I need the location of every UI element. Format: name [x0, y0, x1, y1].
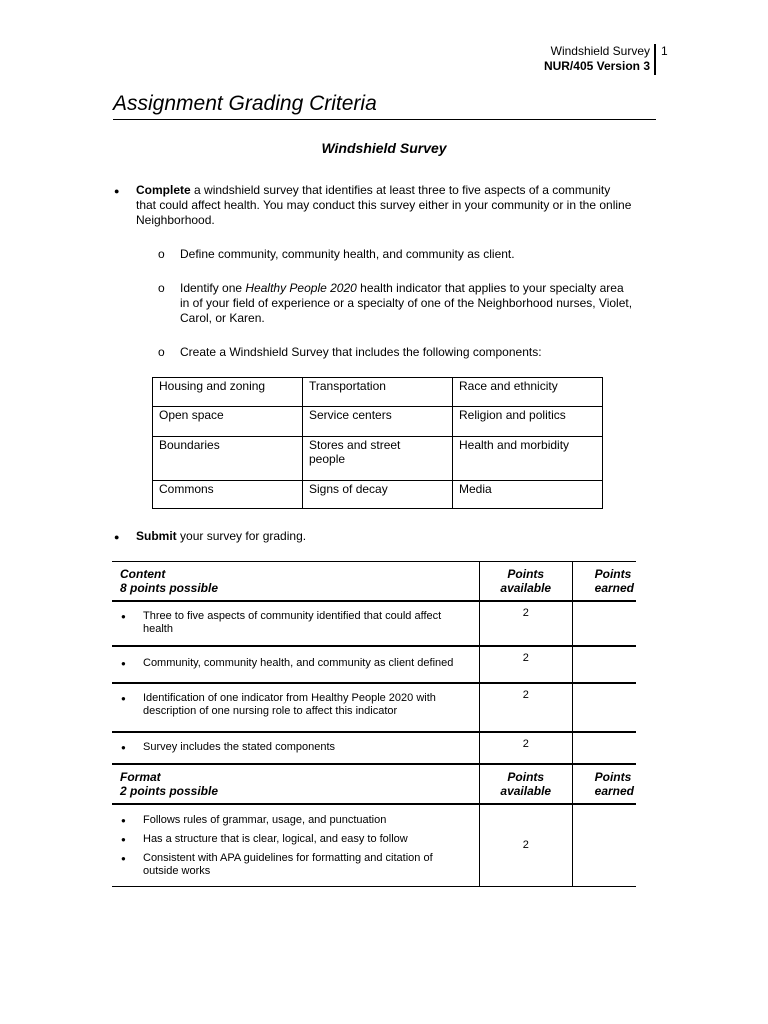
criterion-text: Identification of one indicator from Healthy People 2020 with description of one nursing role to affect this indicator	[143, 692, 436, 717]
points-available-value: 2	[479, 601, 572, 646]
bullet-icon: ●	[121, 743, 126, 752]
running-header	[544, 44, 650, 74]
bullet-icon: ●	[114, 532, 120, 542]
points-earned-label-1: Points	[594, 567, 632, 581]
points-earned-value[interactable]	[572, 601, 636, 646]
points-available-value: 2	[479, 683, 572, 732]
page-number: 1	[661, 44, 668, 58]
components-row	[153, 407, 603, 437]
points-available-value: 2	[479, 646, 572, 683]
identify-line-3: Carol, or Karen.	[180, 311, 265, 325]
content-points-possible: 8 points possible	[120, 581, 219, 595]
component-cell: Commons	[153, 481, 303, 509]
intro-line-2: that could affect health. You may conduct this survey either in your community or in the online	[136, 198, 632, 212]
points-available-label-1: Points	[507, 567, 545, 581]
criterion-text: Survey includes the stated components	[143, 741, 336, 753]
rubric-row	[112, 683, 636, 732]
identify-text-italic: Healthy People 2020	[245, 281, 357, 295]
sub-bullet-icon: o	[158, 281, 165, 295]
rubric-criterion-group	[112, 804, 479, 887]
component-cell: Religion and politics	[453, 407, 603, 437]
points-earned-header	[572, 764, 636, 804]
points-available-value: 2	[479, 804, 572, 887]
rubric-criterion	[112, 732, 479, 764]
criterion-text: Has a structure that is clear, logical, and easy to follow	[143, 833, 408, 845]
points-earned-value[interactable]	[572, 646, 636, 683]
identify-text-post: health indicator that applies to your specialty area	[356, 281, 624, 295]
points-earned-label-2: earned	[594, 784, 634, 798]
bullet-icon: ●	[121, 659, 126, 668]
points-available-header	[479, 562, 572, 602]
component-cell: Open space	[153, 407, 303, 437]
rubric-criterion	[112, 601, 479, 646]
points-earned-label-2: earned	[594, 581, 634, 595]
component-cell: Stores and street people	[303, 437, 453, 481]
bullet-icon: ●	[121, 854, 126, 863]
bullet-icon: ●	[121, 816, 126, 825]
title-underline	[113, 119, 656, 120]
component-cell: Media	[453, 481, 603, 509]
points-earned-value[interactable]	[572, 683, 636, 732]
format-points-possible: 2 points possible	[120, 784, 219, 798]
bullet-icon: ●	[121, 694, 126, 703]
component-cell: Health and morbidity	[453, 437, 603, 481]
header-course: NUR/405 Version 3	[543, 59, 650, 73]
points-available-header	[479, 764, 572, 804]
sub-item-identify	[180, 281, 632, 326]
criterion-text: Three to five aspects of community identified that could affect health	[143, 610, 442, 635]
rubric-row	[112, 804, 636, 887]
grading-rubric-table	[112, 561, 636, 887]
rubric-criterion	[112, 646, 479, 683]
points-earned-value[interactable]	[572, 732, 636, 764]
content-title: Content	[120, 567, 166, 581]
component-cell: Signs of decay	[303, 481, 453, 509]
points-available-label-2: available	[500, 581, 552, 595]
header-divider	[654, 44, 656, 75]
rubric-row	[112, 732, 636, 764]
bullet-icon: ●	[114, 186, 120, 196]
points-available-value: 2	[479, 732, 572, 764]
intro-lead: Complete	[136, 183, 191, 197]
submit-lead: Submit	[136, 529, 177, 543]
identify-line-2: in of your field of experience or a specialty of one of the Neighborhood nurses, Violet,	[180, 296, 633, 310]
identify-text-pre: Identify one	[180, 281, 246, 295]
rubric-row	[112, 601, 636, 646]
format-header-cell	[112, 764, 479, 804]
rubric-criterion	[112, 683, 479, 732]
component-cell: Boundaries	[153, 437, 303, 481]
format-title: Format	[120, 770, 161, 784]
components-row	[153, 437, 603, 481]
submit-text: your survey for grading.	[180, 529, 307, 543]
intro-paragraph	[136, 183, 631, 228]
sub-item-create: Create a Windshield Survey that includes the following components:	[180, 345, 542, 359]
components-table	[152, 377, 603, 509]
format-header-row	[112, 764, 636, 804]
points-available-label-2: available	[500, 784, 552, 798]
content-header-cell	[112, 562, 479, 602]
submit-instruction	[136, 529, 306, 544]
sub-bullet-icon: o	[158, 247, 165, 261]
sub-bullet-icon: o	[158, 345, 165, 359]
component-cell: Transportation	[303, 378, 453, 407]
points-earned-header	[572, 562, 636, 602]
bullet-icon: ●	[121, 835, 126, 844]
header-doc-name: Windshield Survey	[550, 44, 650, 58]
components-row	[153, 378, 603, 407]
points-earned-value[interactable]	[572, 804, 636, 887]
points-available-label-1: Points	[507, 770, 545, 784]
criterion-text: Follows rules of grammar, usage, and punctuation	[143, 814, 387, 826]
criterion-text: Consistent with APA guidelines for formatting and citation of outside works	[143, 852, 433, 877]
component-cell: Service centers	[303, 407, 453, 437]
intro-line-3: Neighborhood.	[136, 213, 215, 227]
content-header-row	[112, 562, 636, 602]
intro-line-1: a windshield survey that identifies at least three to five aspects of a community	[194, 183, 611, 197]
sub-item-define: Define community, community health, and community as client.	[180, 247, 515, 261]
rubric-row	[112, 646, 636, 683]
components-row	[153, 481, 603, 509]
component-cell: Housing and zoning	[153, 378, 303, 407]
bullet-icon: ●	[121, 612, 126, 621]
points-earned-label-1: Points	[594, 770, 632, 784]
page-title: Assignment Grading Criteria	[113, 92, 377, 115]
component-cell: Race and ethnicity	[453, 378, 603, 407]
criterion-text: Community, community health, and community as client defined	[143, 657, 454, 669]
section-title: Windshield Survey	[321, 140, 447, 156]
